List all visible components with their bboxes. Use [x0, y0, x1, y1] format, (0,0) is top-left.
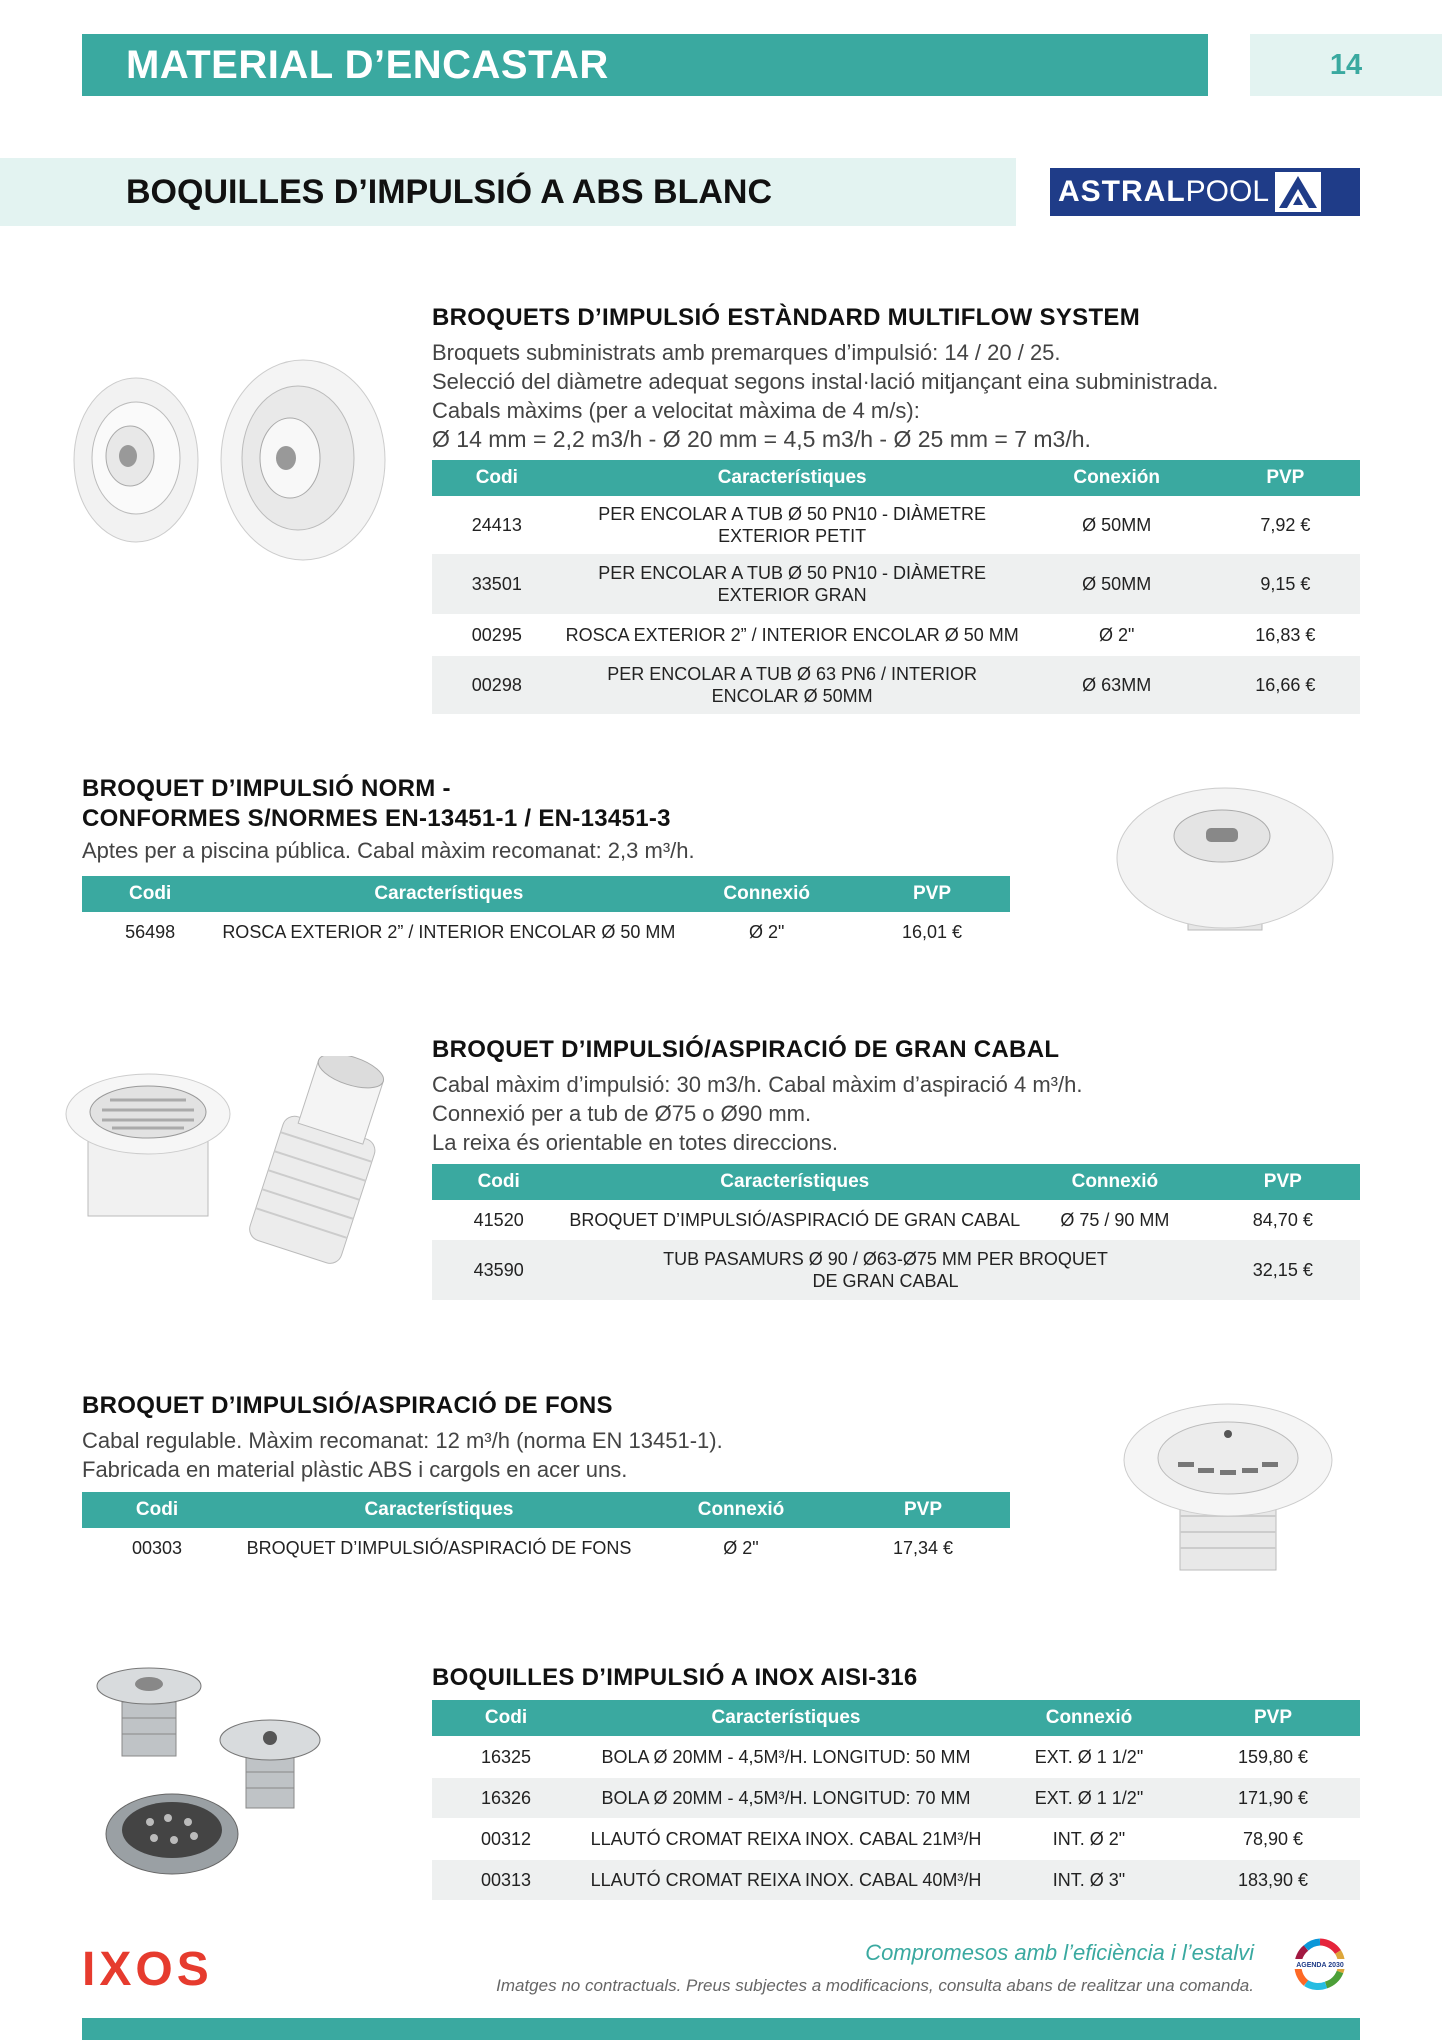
connection-cell: Ø 63MM — [1023, 656, 1211, 714]
connection-cell: Ø 2" — [1098, 625, 1135, 645]
column-header: Característiques — [580, 1700, 992, 1736]
product-description-gran-cabal — [432, 1070, 1082, 1157]
description-cell: LLAUTÓ CROMAT REIXA INOX. CABAL 21M³/H — [590, 1829, 982, 1849]
footer-slogan: Compromesos amb l’eficiència i l’estalvi — [865, 1940, 1254, 1965]
product-image-inox — [92, 1656, 362, 1886]
code-cell: 56498 — [125, 922, 176, 942]
code-cell: 43590 — [432, 1240, 565, 1300]
code-cell: 16325 — [480, 1747, 532, 1767]
column-header: PVP — [836, 1492, 1010, 1528]
table-row — [432, 1818, 1360, 1860]
description-line: Cabal regulable. Màxim recomanat: 12 m³/h (norma EN 13451-1). — [82, 1428, 723, 1453]
price-cell: 78,90 € — [1242, 1829, 1304, 1849]
column-header: Característiques — [562, 460, 1023, 496]
table-row — [432, 1736, 1360, 1778]
column-header: Característiques — [218, 876, 679, 912]
description-cell: BOLA Ø 20MM - 4,5M³/H. LONGITUD: 50 MM — [601, 1747, 971, 1767]
price-cell: 16,83 € — [1255, 625, 1316, 645]
column-header: Codi — [432, 1164, 565, 1200]
column-header: Codi — [432, 1700, 580, 1736]
connection-cell: Ø 2" — [748, 922, 785, 942]
column-header: PVP — [1206, 1164, 1360, 1200]
column-header: Codi — [432, 460, 562, 496]
product-description-norm — [82, 836, 695, 865]
column-header: PVP — [1186, 1700, 1360, 1736]
description-line: Fabricada en material plàstic ABS i cargols en acer uns. — [82, 1457, 628, 1482]
column-header: Conexión — [1023, 460, 1211, 496]
astralpool-logo — [1050, 168, 1360, 216]
description-cell: PER ENCOLAR A TUB Ø 63 PN6 / INTERIOR ENCOLAR Ø 50MM — [562, 656, 1023, 714]
table-row — [82, 912, 1010, 952]
price-cell: 84,70 € — [1252, 1210, 1313, 1230]
column-header: Característiques — [565, 1164, 1024, 1200]
description-cell: BOLA Ø 20MM - 4,5M³/H. LONGITUD: 70 MM — [580, 1778, 992, 1818]
description-cell: PER ENCOLAR A TUB Ø 50 PN10 - DIÀMETRE EXTERIOR PETIT — [598, 504, 987, 546]
price-cell: 183,90 € — [1186, 1860, 1360, 1900]
product-table-fons — [82, 1492, 1010, 1568]
product-title-fons: BROQUET D’IMPULSIÓ/ASPIRACIÓ DE FONS — [82, 1392, 613, 1419]
description-line: Selecció del diàmetre adequat segons instal·lació mitjançant eina subministrada. — [432, 369, 1219, 394]
table-row — [432, 614, 1360, 656]
column-header: Connexió — [1024, 1164, 1205, 1200]
price-cell: 17,34 € — [892, 1538, 954, 1558]
product-table-norm — [82, 876, 1010, 952]
description-cell: ROSCA EXTERIOR 2” / INTERIOR ENCOLAR Ø 50 MM — [565, 625, 1019, 645]
column-header: Codi — [82, 876, 218, 912]
column-header: Connexió — [646, 1492, 836, 1528]
page-title-band — [82, 34, 1208, 96]
product-title-norm — [82, 774, 671, 834]
page-number: 14 — [1250, 34, 1442, 96]
table-row — [432, 496, 1360, 554]
code-cell: 33501 — [432, 554, 562, 614]
code-cell: 41520 — [473, 1210, 524, 1230]
description-cell: BROQUET D’IMPULSIÓ/ASPIRACIÓ DE FONS — [246, 1538, 632, 1558]
description-cell: TUB PASAMURS Ø 90 / Ø63-Ø75 MM PER BROQUET DE GRAN CABAL — [565, 1240, 1205, 1300]
description-line: Cabals màxims (per a velocitat màxima de 4 m/s): — [432, 398, 920, 423]
connection-cell: Ø 2" — [723, 1538, 759, 1558]
code-cell: 24413 — [471, 515, 522, 535]
table-row — [432, 1778, 1360, 1818]
brand-part1: ASTRAL — [1058, 175, 1186, 208]
code-cell: 00298 — [432, 656, 562, 714]
section-title: BOQUILLES D’IMPULSIÓ A ABS BLANC — [126, 173, 772, 211]
product-title-multiflow: BROQUETS D’IMPULSIÓ ESTÀNDARD MULTIFLOW SYSTEM — [432, 304, 1141, 331]
description-line: Connexió per a tub de Ø75 o Ø90 mm. — [432, 1101, 812, 1126]
connection-cell: Ø 75 / 90 MM — [1060, 1210, 1170, 1230]
code-cell: 00313 — [432, 1860, 580, 1900]
description-cell: ROSCA EXTERIOR 2” / INTERIOR ENCOLAR Ø 50 MM — [222, 922, 676, 942]
column-header: Connexió — [992, 1700, 1186, 1736]
brand-part2: POOL — [1185, 175, 1270, 208]
footer-disclaimer: Imatges no contractuals. Preus subjectes a modificacions, consulta abans de realitzar una comanda. — [496, 1976, 1254, 1995]
product-title-inox: BOQUILLES D’IMPULSIÓ A INOX AISI-316 — [432, 1664, 918, 1691]
description-cell: LLAUTÓ CROMAT REIXA INOX. CABAL 40M³/H — [580, 1860, 992, 1900]
column-header: PVP — [1211, 460, 1360, 496]
product-image-multiflow — [58, 340, 398, 580]
table-row — [432, 656, 1360, 714]
product-table-inox — [432, 1700, 1360, 1900]
code-cell: 00312 — [480, 1829, 532, 1849]
table-row — [432, 1200, 1360, 1240]
product-table-multiflow — [432, 460, 1360, 714]
price-cell: 9,15 € — [1211, 554, 1360, 614]
price-cell: 32,15 € — [1206, 1240, 1360, 1300]
page-title: MATERIAL D’ENCASTAR — [126, 43, 609, 87]
table-row — [432, 1240, 1360, 1300]
connection-cell: INT. Ø 3" — [992, 1860, 1186, 1900]
price-cell: 7,92 € — [1260, 515, 1311, 535]
description-line: Broquets subministrats amb premarques d’impulsió: 14 / 20 / 25. — [432, 340, 1061, 365]
price-cell: 171,90 € — [1186, 1778, 1360, 1818]
price-cell: 16,66 € — [1211, 656, 1360, 714]
column-header: PVP — [854, 876, 1010, 912]
price-cell: 159,80 € — [1237, 1747, 1309, 1767]
product-image-gran-cabal — [60, 1056, 400, 1276]
ixos-logo: IXOS — [82, 1943, 213, 1996]
code-cell: 16326 — [432, 1778, 580, 1818]
astralpool-mark-icon — [1275, 172, 1321, 212]
column-header: Codi — [82, 1492, 232, 1528]
connection-cell: Ø 50MM — [1023, 554, 1211, 614]
product-image-norm — [1110, 780, 1340, 950]
product-title-gran-cabal: BROQUET D’IMPULSIÓ/ASPIRACIÓ DE GRAN CABAL — [432, 1036, 1060, 1063]
description-line: Cabal màxim d’impulsió: 30 m3/h. Cabal màxim d’aspiració 4 m³/h. — [432, 1072, 1083, 1097]
table-row — [82, 1528, 1010, 1568]
product-description-multiflow — [432, 338, 1218, 454]
title-line: CONFORMES S/NORMES EN-13451-1 / EN-13451-3 — [82, 805, 671, 832]
column-header: Característiques — [232, 1492, 646, 1528]
agenda-badge-label: AGENDA 2030 — [1296, 1962, 1344, 1969]
code-cell: 00295 — [471, 625, 522, 645]
connection-cell: EXT. Ø 1 1/2" — [992, 1778, 1186, 1818]
description-line: Aptes per a piscina pública. Cabal màxim recomanat: 2,3 m³/h. — [82, 838, 695, 863]
product-image-fons — [1118, 1398, 1338, 1578]
agenda-2030-icon — [1280, 1934, 1360, 1994]
product-description-fons — [82, 1426, 723, 1484]
column-header: Connexió — [679, 876, 854, 912]
description-cell: PER ENCOLAR A TUB Ø 50 PN10 - DIÀMETRE EXTERIOR GRAN — [562, 554, 1023, 614]
description-cell: BROQUET D’IMPULSIÓ/ASPIRACIÓ DE GRAN CABAL — [569, 1210, 1021, 1230]
code-cell: 00303 — [131, 1538, 183, 1558]
price-cell: 16,01 € — [901, 922, 963, 942]
title-line: BROQUET D’IMPULSIÓ NORM - — [82, 775, 451, 802]
section-title-band — [0, 158, 1016, 226]
table-row — [432, 1860, 1360, 1900]
connection-cell: EXT. Ø 1 1/2" — [1034, 1747, 1144, 1767]
connection-cell: Ø 50MM — [1082, 515, 1152, 535]
product-table-gran-cabal — [432, 1164, 1360, 1300]
description-line: Ø 14 mm = 2,2 m3/h - Ø 20 mm = 4,5 m3/h - Ø 25 mm = 7 m3/h. — [432, 426, 1091, 452]
description-line: La reixa és orientable en totes direccions. — [432, 1130, 839, 1155]
connection-cell: INT. Ø 2" — [1052, 1829, 1126, 1849]
footer-band — [82, 2018, 1360, 2040]
table-row — [432, 554, 1360, 614]
